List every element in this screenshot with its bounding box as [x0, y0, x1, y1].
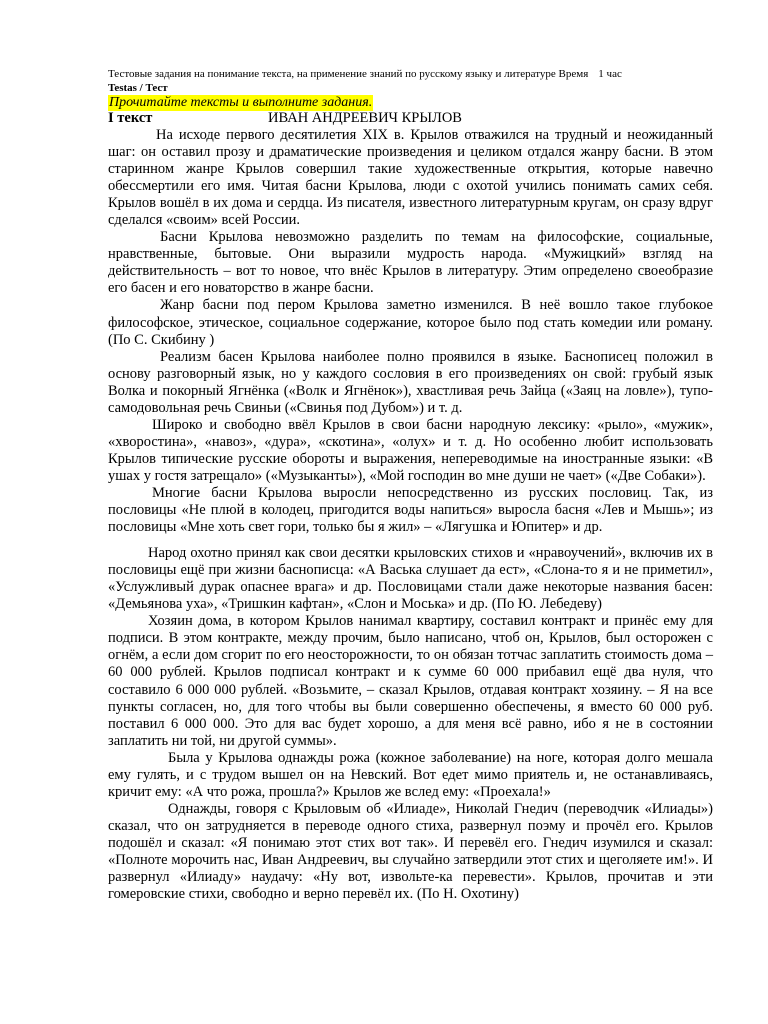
- text-body: [108, 127, 713, 903]
- paragraph: Была у Крылова однажды рожа (кожное заболевание) на ноге, которая долго мешала ему гулять, и с трудом вышел он на Невский. Вот едет мимо приятель и, не останавливаясь, кричит ему: «А что рожа, прошла?» Крылов же вслед ему: «Проехала!»: [108, 749, 713, 800]
- test-time-value: 1 час: [598, 68, 622, 80]
- paragraph-gap: [108, 536, 713, 545]
- paragraph: На исходе первого десятилетия XIX в. Крылов отважился на трудный и неожиданный шаг: он оставил прозу и драматические произведения и целиком отдался жанру басни. В этом старинном жанре Крылов совершил такие художественные открытия, которые навечно обессмертили его имя. Читая басни Крылова, люди с охотой учились понимать самих себя. Крылов вошёл в их дома и сердца. Из писателя, известного литературным кругам, он сразу вдруг сделался «своим» всей России.: [108, 127, 713, 229]
- paragraph: Реализм басен Крылова наиболее полно проявился в языке. Баснописец положил в основу разговорный язык, но у каждого сословия в его произведениях он свой: грубый язык Волка и покорный Ягнёнка («Волк и Ягнёнок»), хвастливая речь Зайца («Заяц на ловле»), тупо-самодовольная речь Свиньи («Свинья под Дубом») и т. д.: [108, 348, 713, 416]
- test-subject-text: Тестовые задания на понимание текста, на применение знаний по русскому языку и литературе Время: [108, 68, 589, 80]
- paragraph: Жанр басни под пером Крылова заметно изменился. В неё вошло такое глубокое философское, этическое, социальное содержание, которое было под стать комедии или роману. (По С. Скибину ): [108, 297, 713, 348]
- text-heading: [108, 110, 708, 127]
- paragraph: Народ охотно принял как свои десятки крыловских стихов и «нравоучений», включив их в пословицы ещё при жизни баснописца: «А Васька слушает да ест», «Слона-то я и не приметил», «Услужливый дурак опаснее врага» и др. Пословицами стали даже некоторые названия басен: «Демьянова уха», «Тришкин кафтан», «Слон и Моська» и др. (По Ю. Лебедеву): [108, 545, 713, 613]
- paragraph: Хозяин дома, в котором Крылов нанимал квартиру, составил контракт и принёс ему для подписи. В этом контракте, между прочим, было написано, чтоб он, Крылов, был осторожен с огнём, а если дом сгорит по его неосторожности, то он обязан тотчас заплатить стоимость дома – 60 000 рублей. Крылов подписал контракт и к сумме 60 000 прибавил ещё два нуля, что составило 6 000 000 рублей. «Возьмите, – сказал Крылов, отдавая контракт хозяину. – Я на все пункты согласен, но, для того чтобы вы были совершенно обеспечены, я вместо 60 000 руб. поставил 6 000 000. Это для вас будет хорошо, а для меня всё равно, ибо я не в состоянии заплатить ни той, ни другой суммы».: [108, 613, 713, 749]
- paragraph: Однажды, говоря с Крыловым об «Илиаде», Николай Гнедич (переводчик «Илиады») сказал, что он затрудняется в переводе одного стиха, развернул поэму и прочёл его. Крылов подошёл и сказал: «Я понимаю этот стих вот так». И перевёл его. Гнедич изумился и сказал: «Полноте морочить нас, Иван Андреевич, вы случайно затвердили этот стих и щеголяете им!». И развернул «Илиаду» наудачу: «Ну вот, извольте-ка перевести». Крылов, прочитав и эти гомеровские стихи, свободно и верно перевёл их. (По Н. Охотину): [108, 800, 713, 903]
- paragraph: Широко и свободно ввёл Крылов в свои басни народную лексику: «рыло», «мужик», «хворостина», «навоз», «дура», «скотина», «олух» и т. д. Но особенно любит использовать Крылов типические русские обороты и выражения, непереводимые на иностранные языки: «В ушах у гостя затрещало» («Музыканты»), «Мой господин во мне души не чает» («Две Собаки»).: [108, 416, 713, 484]
- instruction-highlight: Прочитайте тексты и выполните задания.: [109, 95, 373, 110]
- paragraph: Басни Крылова невозможно разделить по темам на философские, социальные, нравственные, бытовые. Они выразили мудрость народа. «Мужицкий» взгляд на действительность – вот то новое, что внёс Крылов в литературу. Этим определено своеобразие его басен и его новаторство в жанре басни.: [108, 229, 713, 297]
- testas-label: Testas / Тест: [108, 82, 168, 94]
- test-header-line: [108, 68, 748, 81]
- paragraph: Многие басни Крылова выросли непосредственно из русских пословиц. Так, из пословицы «Не плюй в колодец, пригодится воды напиться» выросла басня «Лев и Мышь»; из пословицы «Мне хоть свет гори, только бы я жил» – «Лягушка и Юпитер» и др.: [108, 484, 713, 536]
- text-title: ИВАН АНДРЕЕВИЧ КРЫЛОВ: [268, 110, 462, 126]
- text-number-label: I текст: [108, 110, 153, 126]
